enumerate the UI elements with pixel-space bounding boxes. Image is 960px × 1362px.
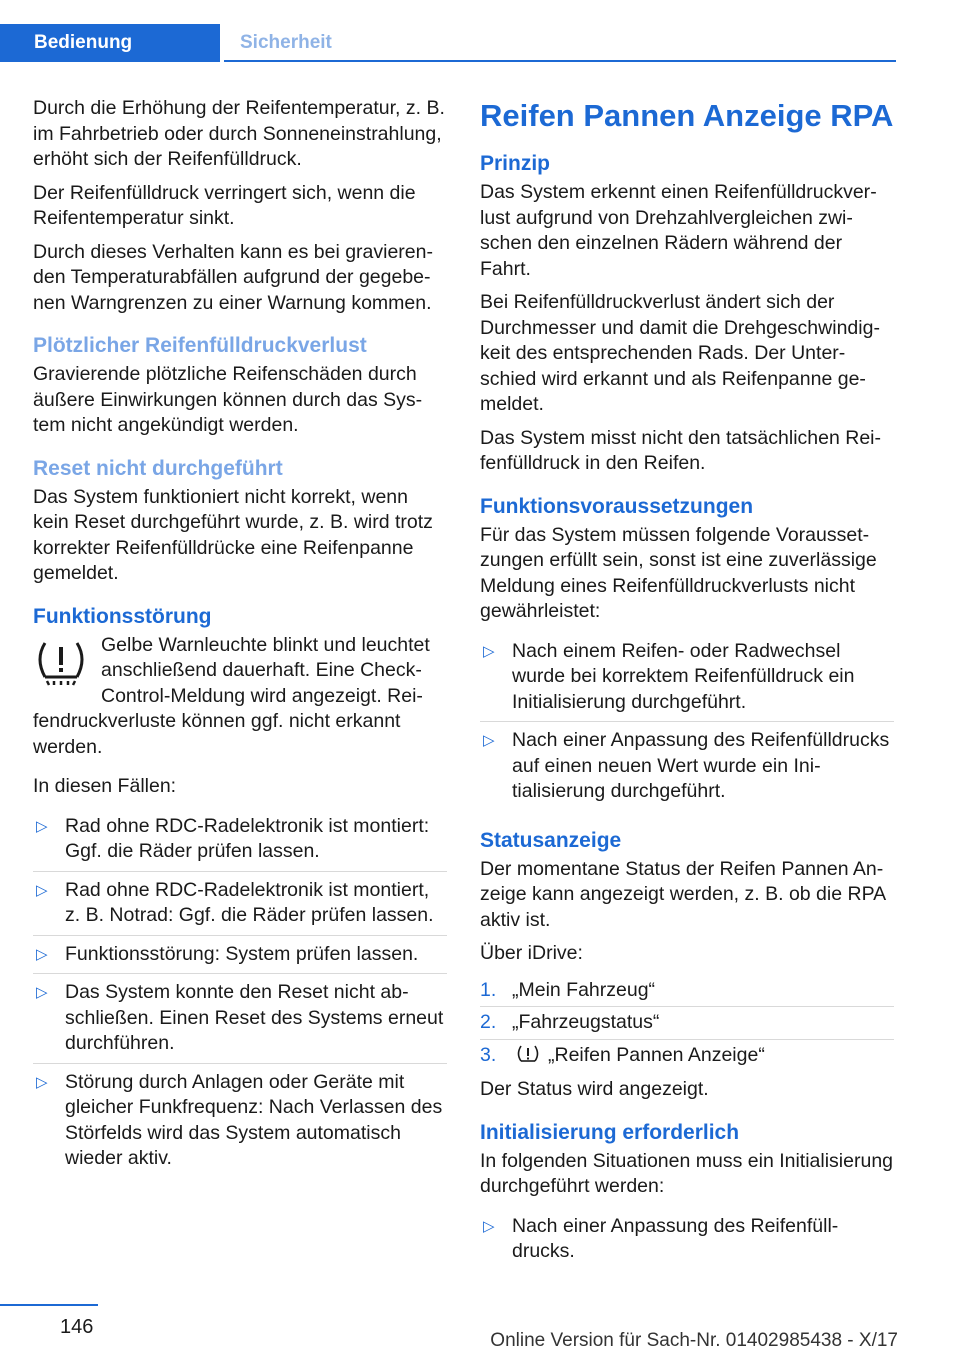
list-item	[480, 1208, 894, 1271]
paragraph-temperature-drop: Der Reifenfülldruck verringert sich, wenn die Reifentemperatur sinkt.	[33, 181, 416, 229]
chapter-tabs	[0, 24, 350, 62]
idrive-steps-list	[480, 975, 894, 1072]
triangle-bullet-icon: ▷	[36, 984, 48, 1001]
paragraph-initialization: In folgenden Situationen muss ein Initialisierung durchgeführt werden:	[480, 1149, 894, 1197]
list-item	[480, 633, 894, 723]
triangle-bullet-icon: ▷	[36, 817, 48, 835]
page-number: 146	[60, 1316, 94, 1338]
step-item	[480, 975, 894, 1008]
list-item	[33, 936, 447, 975]
list-item-text: Das System konnte den Reset nicht abschließen. Einen Reset des Systems erneut durchführen.	[65, 981, 444, 1054]
list-item-text: Nach einer Anpassung des Reifenfülldrucks auf einen neuen Wert wurde ein Initialisierung durchgeführt.	[512, 729, 890, 802]
left-column	[33, 96, 447, 1178]
heading-status-display: Statusanzeige	[480, 828, 622, 852]
paragraph-status-result: Der Status wird angezeigt.	[480, 1078, 709, 1100]
page-number-rule	[0, 1304, 98, 1306]
paragraph-requirements: Für das System müssen folgende Voraussetzungen erfüllt sein, sonst ist eine zuverlässige Meldung eines Reifenfülldruckverlusts nicht gewährleistet:	[480, 523, 877, 622]
paragraph-status-display: Der momentane Status der Reifen Pannen Anzeige kann angezeigt werden, z. B. ob die RPA aktiv ist.	[480, 857, 886, 931]
paragraph-principle-2: Bei Reifenfülldruckverlust ändert sich der Durchmesser und damit die Drehgeschwindigkeit des entsprechenden Rads. Der Unterschied wird erkannt und als Reifenpanne gemeldet.	[480, 291, 880, 415]
heading-principle: Prinzip	[480, 152, 551, 175]
list-item-text: Störung durch Anlagen oder Geräte mit gleicher Funkfrequenz: Nach Verlassen des Störfelds wird das System automatisch wieder aktiv.	[65, 1070, 443, 1169]
list-item	[33, 1064, 447, 1178]
tab-bedienung[interactable]: Bedienung	[0, 24, 220, 62]
malfunction-block	[33, 633, 447, 761]
triangle-bullet-icon: ▷	[483, 642, 495, 660]
header-rule	[224, 60, 896, 62]
paragraph-malfunction: Gelbe Warnleuchte blinkt und leuchtet anschließend dauerhaft. Eine Check-Control-Meldung wird angezeigt. Reifendruckverluste können ggf. nicht erkannt werden.	[33, 633, 430, 758]
heading-reset-not-done: Reset nicht durchgeführt	[33, 456, 283, 480]
paragraph-principle-1: Das System erkennt einen Reifenfülldruckverlust aufgrund von Drehzahlvergleichen zwischen den einzelnen Rädern während der Fahrt.	[480, 181, 877, 280]
heading-requirements: Funktionsvoraussetzungen	[480, 494, 754, 518]
requirements-list	[480, 633, 894, 811]
heading-initialization: Initialisierung erforderlich	[480, 1120, 740, 1144]
paragraph-principle-3: Das System misst nicht den tatsächlichen Reifenfülldruck in den Reifen.	[480, 426, 881, 474]
heading-sudden-loss: Plötzlicher Reifenfülldruckverlust	[33, 334, 367, 357]
heading-malfunction: Funktionsstörung	[33, 604, 212, 628]
step-number: 3.	[480, 1043, 497, 1066]
triangle-bullet-icon: ▷	[36, 1073, 48, 1091]
list-item-text: Rad ohne RDC-Radelektronik ist montiert, z. B. Notrad: Ggf. die Räder prüfen lassen.	[65, 878, 434, 926]
step-text: „Reifen Pannen Anzeige“	[548, 1043, 765, 1066]
triangle-bullet-icon: ▷	[36, 881, 48, 899]
footer-online-version: Online Version für Sach-Nr. 01402985438 - X/17	[490, 1330, 898, 1351]
list-item-text: Rad ohne RDC-Radelektronik ist montiert: Ggf. die Räder prüfen lassen.	[65, 814, 430, 862]
malfunction-cases-list	[33, 808, 447, 1178]
list-item	[33, 808, 447, 872]
paragraph-warning-behaviour: Durch dieses Verhalten kann es bei gravierenden Temperaturabfällen aufgrund der gegebenen Warngrenzen zu einer Warnung kommen.	[33, 240, 433, 314]
page-title: Reifen Pannen Anzeige RPA	[480, 98, 894, 133]
list-item	[480, 722, 894, 811]
step-item	[480, 1040, 894, 1072]
step-number: 2.	[480, 1011, 497, 1033]
list-item-text: Nach einem Reifen- oder Radwechsel wurde bei korrektem Reifenfülldruck ein Initialisierung durchgeführt.	[512, 639, 855, 713]
list-item	[33, 974, 447, 1064]
initialization-list	[480, 1208, 894, 1271]
right-column	[480, 96, 894, 1271]
triangle-bullet-icon: ▷	[483, 732, 495, 749]
paragraph-reset-not-done: Das System funktioniert nicht korrekt, wenn kein Reset durchgeführt wurde, z. B. wird trotz korrekter Reifenfülldrücke eine Reifenpanne gemeldet.	[33, 485, 433, 584]
list-item-text: Funktionsstörung: System prüfen lassen.	[65, 942, 419, 965]
list-item	[33, 872, 447, 936]
triangle-bullet-icon: ▷	[483, 1217, 495, 1235]
paragraph-idrive: Über iDrive:	[480, 942, 583, 964]
step-text: „Fahrzeugstatus“	[512, 1011, 660, 1033]
step-number: 1.	[480, 978, 497, 1001]
paragraph-cases: In diesen Fällen:	[33, 775, 177, 797]
paragraph-temperature-rise: Durch die Erhöhung der Reifentemperatur, z. B. im Fahrbetrieb oder durch Sonneneinstrahlung, erhöht sich der Reifenfülldruck.	[33, 97, 445, 170]
tire-warning-inline-icon	[516, 1044, 540, 1064]
step-text: „Mein Fahrzeug“	[512, 978, 656, 1001]
triangle-bullet-icon: ▷	[36, 945, 48, 963]
list-item-text: Nach einer Anpassung des Reifenfülldrucks.	[512, 1214, 839, 1262]
step-item	[480, 1007, 894, 1040]
tire-pressure-warning-icon	[33, 637, 89, 687]
tab-sicherheit[interactable]: Sicherheit	[240, 32, 332, 53]
paragraph-sudden-loss: Gravierende plötzliche Reifenschäden durch äußere Einwirkungen können durch das System nicht angekündigt werden.	[33, 363, 423, 436]
